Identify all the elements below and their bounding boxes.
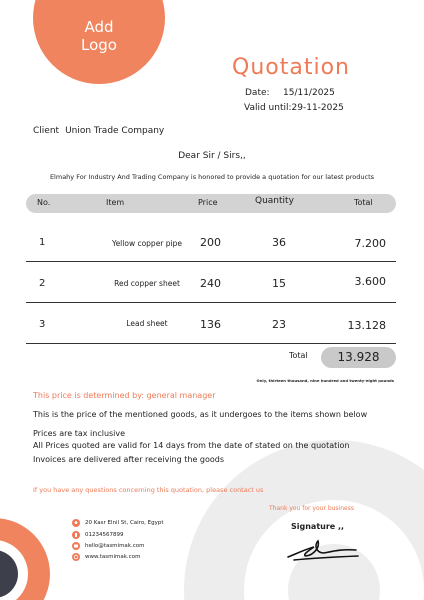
client-name: Union Trade Company (65, 126, 165, 136)
row-price: 240 (200, 277, 221, 290)
header-total: Total (354, 198, 373, 207)
row-item: Lead sheet (126, 319, 168, 328)
tax-note: Prices are tax inclusive (33, 429, 126, 438)
row-price: 200 (200, 236, 221, 249)
page-title: Quotation (232, 55, 350, 80)
signature-scribble (284, 533, 364, 565)
date-label: Date: (245, 88, 270, 98)
client-label: Client (33, 126, 60, 136)
email-text: hello@tasmimak.com (85, 543, 145, 549)
thank-you-text: Thank you for your business (269, 505, 354, 512)
total-label: Total (289, 351, 308, 360)
total-in-words: Only, thirteen thousand, nine hundred and twenty-eight pounds (256, 378, 394, 383)
contact-website (72, 553, 140, 561)
invoice-note: Invoices are delivered after receiving the goods (33, 455, 225, 464)
greeting: Dear Sir / Sirs,, (178, 151, 246, 161)
logo-line-2: Logo (81, 36, 117, 54)
row-price: 136 (200, 318, 221, 331)
contact-phone (72, 531, 124, 539)
row-no: 3 (39, 319, 46, 330)
row-quantity: 36 (272, 236, 286, 249)
row-quantity: 15 (272, 277, 286, 290)
location-icon (72, 519, 80, 527)
valid-until: Valid until:29-11-2025 (244, 103, 344, 113)
goods-note: This is the price of the mentioned goods, as it undergoes to the items shown below (33, 410, 368, 419)
header-price: Price (198, 198, 218, 207)
website-text: www.tasmimak.com (85, 554, 141, 560)
table-row (26, 303, 396, 344)
table-row (26, 221, 396, 262)
address-text: 20 Kasr Elnil St, Cairo, Egypt (85, 520, 164, 526)
questions-note: If you have any questions concerning this quotation, please contact us (33, 486, 264, 494)
client-line (33, 126, 164, 136)
row-total: 7.200 (354, 237, 386, 250)
header-item: Item (106, 198, 125, 207)
logo-text (33, 18, 165, 54)
row-item: Red copper sheet (114, 279, 180, 288)
price-determined-by: This price is determined by: general manager (33, 391, 216, 400)
total-value: 13.928 (321, 347, 396, 368)
phone-icon (72, 531, 80, 539)
row-total: 13.128 (347, 319, 386, 332)
row-total: 3.600 (354, 275, 386, 288)
date-line (245, 88, 335, 98)
row-item: Yellow copper pipe (111, 239, 182, 248)
header-no: No. (37, 198, 51, 207)
email-icon (72, 542, 80, 550)
header-quantity: Quantity (255, 196, 294, 206)
signature-label: Signature ,, (291, 522, 345, 531)
date-value: 15/11/2025 (283, 88, 335, 98)
contact-address (72, 519, 164, 527)
intro-text: Elmahy For Industry And Trading Company is honored to provide a quotation for our latest products (49, 173, 375, 181)
logo-line-1: Add (84, 18, 114, 36)
validity-note: All Prices quoted are valid for 14 days from the date of stated on the quotation (33, 441, 350, 450)
table-row (26, 262, 396, 303)
phone-text: 01234567899 (85, 532, 124, 538)
row-quantity: 23 (272, 318, 286, 331)
contact-email (72, 542, 144, 550)
table-header (26, 194, 396, 213)
row-no: 2 (39, 278, 46, 289)
row-no: 1 (39, 237, 46, 248)
globe-icon (72, 553, 80, 561)
